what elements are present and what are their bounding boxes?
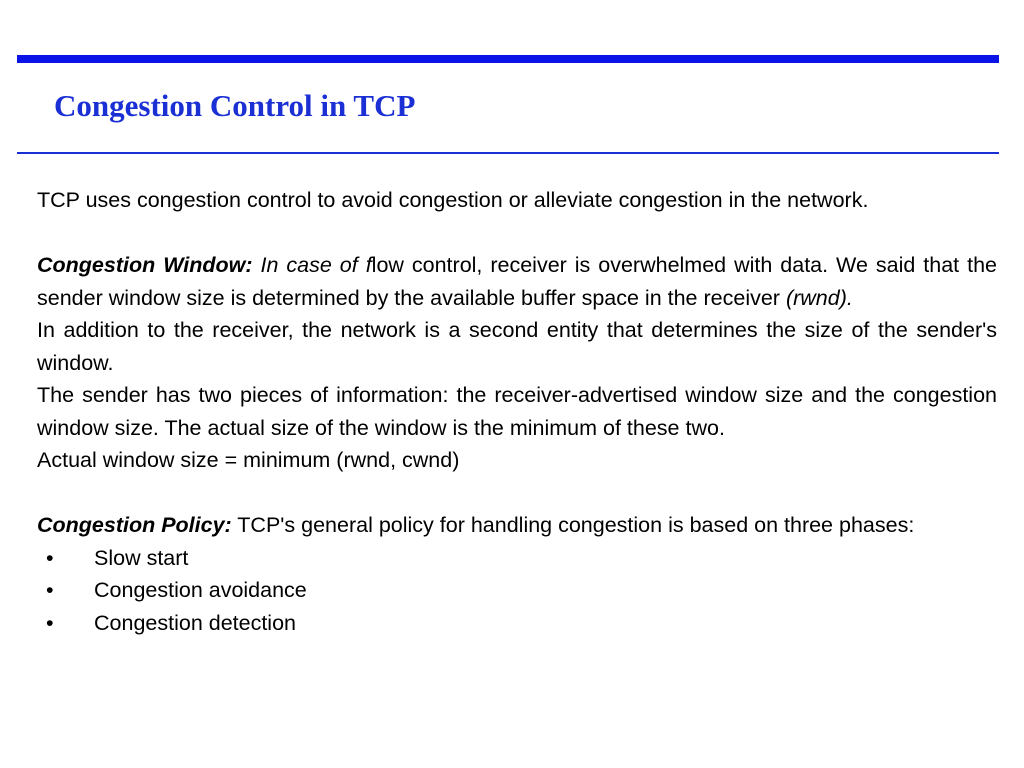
window-size-formula: Actual window size = minimum (rwnd, cwnd): [37, 448, 460, 472]
congestion-window-heading: Congestion Window:: [37, 253, 253, 277]
bullet-icon: •: [46, 578, 54, 602]
congestion-policy-heading: Congestion Policy:: [37, 513, 232, 537]
list-item: [37, 574, 997, 607]
congestion-policy-paragraph: [37, 509, 997, 542]
network-entity-paragraph: In addition to the receiver, the network is a second entity that determines the size of the sender's window.: [37, 318, 997, 375]
phase-congestion-detection: Congestion detection: [94, 610, 297, 635]
bullet-icon: •: [46, 545, 54, 570]
list-item: [37, 607, 997, 640]
phase-congestion-avoidance: Congestion avoidance: [94, 578, 307, 602]
intro-paragraph: TCP uses congestion control to avoid congestion or alleviate congestion in the network.: [37, 188, 869, 212]
congestion-policy-text: TCP's general policy for handling congestion is based on three phases:: [231, 513, 915, 537]
flow-first-letter: f: [365, 253, 372, 277]
congestion-window-paragraph: [37, 249, 997, 314]
congestion-window-lead: In case of: [260, 253, 366, 277]
rwnd-label: (rwnd).: [785, 285, 853, 310]
phases-list: [37, 542, 997, 640]
title-underline-rule: [17, 152, 999, 154]
slide-body: [37, 184, 997, 639]
top-accent-rule: [17, 55, 999, 63]
spacer: [37, 217, 997, 250]
sender-info-paragraph: The sender has two pieces of information: the receiver-advertised window size and the congestion window size. The actual size of the window is the minimum of these two.: [37, 383, 997, 440]
spacer: [37, 477, 997, 510]
list-item: [37, 542, 997, 575]
slide-title: Congestion Control in TCP: [54, 88, 416, 123]
phase-slow-start: Slow start: [94, 545, 189, 570]
congestion-window-text: low control, receiver is overwhelmed with data. We said that the sender window size is determined by the available buffer space in the receiver: [37, 253, 997, 310]
bullet-icon: •: [46, 610, 54, 635]
